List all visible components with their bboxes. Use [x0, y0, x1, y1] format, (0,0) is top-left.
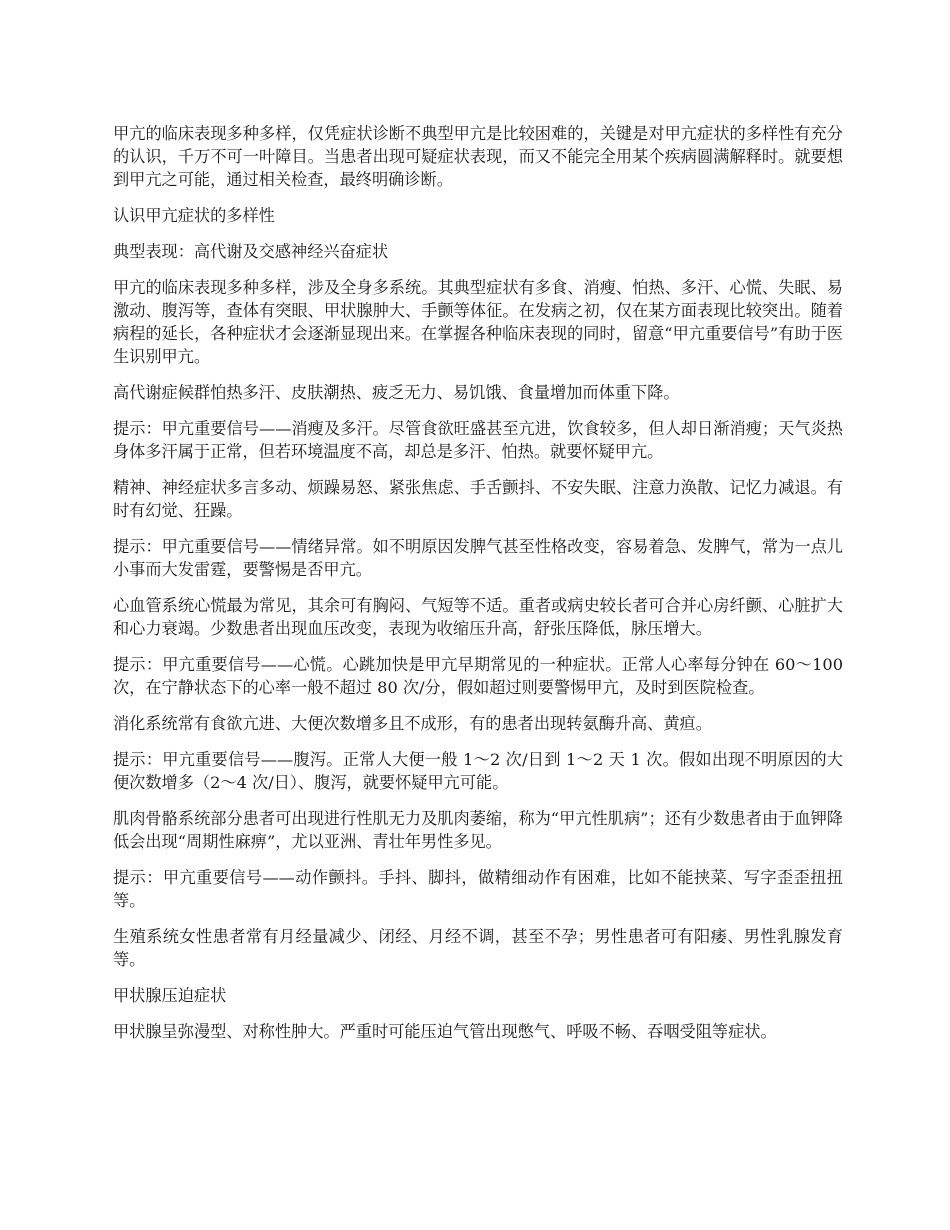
paragraph-digestive: 消化系统常有食欲亢进、大便次数增多且不成形，有的患者出现转氨酶升高、黄疸。	[113, 714, 712, 733]
paragraph-cardiovascular: 心血管系统心慌最为常见，其余可有胸闷、气短等不适。重者或病史较长者可合并心房纤颤、心脏扩大和心力衰竭。少数患者出现血压改变，表现为收缩压升高，舒张压降低，脉压增大。	[113, 596, 843, 638]
paragraph-neurological: 精神、神经症状多言多动、烦躁易怒、紧张焦虑、手舌颤抖、不安失眠、注意力涣散、记忆力减退。有时有幻觉、狂躁。	[113, 478, 843, 520]
paragraph-compression: 甲状腺呈弥漫型、对称性肿大。严重时可能压迫气管出现憋气、呼吸不畅、吞咽受阻等症状。	[113, 1022, 777, 1041]
intro-paragraph: 甲亢的临床表现多种多样，仅凭症状诊断不典型甲亢是比较困难的，关键是对甲亢症状的多样性有充分的认识，千万不可一叶障目。当患者出现可疑症状表现，而又不能完全用某个疾病圆满解释时。就要想到甲亢之可能，通过相关检查，最终明确诊断。	[113, 124, 843, 189]
paragraph-hypermetabolic: 高代谢症候群怕热多汗、皮肤潮热、疲乏无力、易饥饿、食量增加而体重下降。	[113, 383, 680, 402]
tip-palpitations: 提示：甲亢重要信号——心慌。心跳加快是甲亢早期常见的一种症状。正常人心率每分钟在 60～100 次，在宁静状态下的心率一般不超过 80 次/分，假如超过则要警惕甲亢，及时到医院检查。	[113, 655, 843, 697]
subheading-compression: 甲状腺压迫症状	[113, 986, 227, 1005]
document-body	[113, 122, 843, 1056]
paragraph-reproductive: 生殖系统女性患者常有月经量减少、闭经、月经不调，甚至不孕；男性患者可有阳痿、男性乳腺发育等。	[113, 927, 843, 969]
tip-weight-loss-sweating: 提示：甲亢重要信号——消瘦及多汗。尽管食欲旺盛甚至亢进，饮食较多，但人却日渐消瘦；天气炎热身体多汗属于正常，但若环境温度不高，却总是多汗、怕热。就要怀疑甲亢。	[113, 419, 843, 461]
tip-emotional: 提示：甲亢重要信号——情绪异常。如不明原因发脾气甚至性格改变，容易着急、发脾气，常为一点儿小事而大发雷霆，要警惕是否甲亢。	[113, 537, 843, 579]
section-heading-diversity: 认识甲亢症状的多样性	[113, 206, 275, 225]
paragraph-typical-overview: 甲亢的临床表现多种多样，涉及全身多系统。其典型症状有多食、消瘦、怕热、多汗、心慌、失眠、易激动、腹泻等，查体有突眼、甲状腺肿大、手颤等体征。在发病之初，仅在某方面表现比较突出。随着病程的延长，各种症状才会逐渐显现出来。在掌握各种临床表现的同时，留意“甲亢重要信号”有助于医生识别甲亢。	[113, 278, 843, 366]
subheading-typical-symptoms: 典型表现：高代谢及交感神经兴奋症状	[113, 242, 389, 261]
tip-tremor: 提示：甲亢重要信号——动作颤抖。手抖、脚抖，做精细动作有困难，比如不能挟菜、写字歪歪扭扭等。	[113, 868, 843, 910]
tip-diarrhea: 提示：甲亢重要信号——腹泻。正常人大便一般 1～2 次/日到 1～2 天 1 次。假如出现不明原因的大便次数增多（2～4 次/日）、腹泻，就要怀疑甲亢可能。	[113, 750, 843, 792]
paragraph-musculoskeletal: 肌肉骨骼系统部分患者可出现进行性肌无力及肌肉萎缩，称为“甲亢性肌病”；还有少数患者由于血钾降低会出现“周期性麻痹”，尤以亚洲、青壮年男性多见。	[113, 809, 843, 851]
